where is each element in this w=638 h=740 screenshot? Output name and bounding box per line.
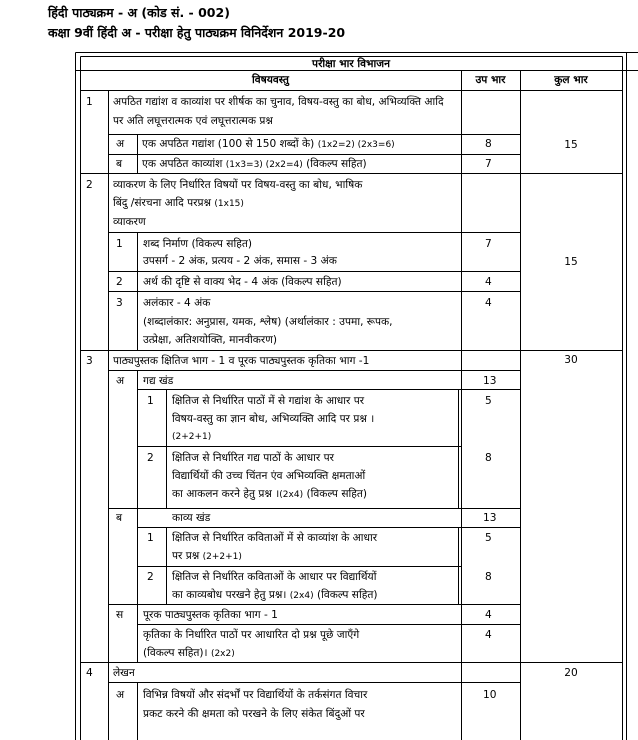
section-2-row2-text: अर्थ की दृष्टि से वाक्य भेद - 4 अंक (विकल्प सहित) bbox=[143, 276, 342, 288]
page-header-spec: कक्षा 9वीं हिंदी अ - परीक्षा हेतु पाठ्यक्रम विनिर्देशन 2019-20 bbox=[48, 25, 346, 40]
col-header-sub-weight: उप भार bbox=[475, 74, 506, 86]
section-1a-label: अ bbox=[116, 138, 125, 150]
section-3a-row2-number: 2 bbox=[147, 452, 154, 464]
section-2-row1-line1: शब्द निर्माण (विकल्प सहित) bbox=[143, 238, 252, 250]
section-2-row2-number: 2 bbox=[116, 276, 123, 288]
section-2-row1-line2: उपसर्ग - 2 अंक, प्रत्यय - 2 अंक, समास - 3 अंक bbox=[143, 255, 337, 267]
section-3b-row1-number: 1 bbox=[147, 532, 154, 544]
table-caption: परीक्षा भार विभाजन bbox=[312, 58, 390, 70]
section-3c-title: पूरक पाठ्यपुस्तक कृतिका भाग - 1 bbox=[143, 609, 278, 621]
section-3b-row1-line2: पर प्रश्न (2+2+1) bbox=[172, 550, 242, 562]
section-3b-row2-number: 2 bbox=[147, 571, 154, 583]
section-3-number: 3 bbox=[86, 355, 93, 367]
section-2-title-line1: व्याकरण के लिए निर्धारित विषयों पर विषय-वस्तु का बोध, भाषिक bbox=[113, 179, 363, 191]
section-1-number: 1 bbox=[86, 96, 93, 108]
section-3a-label: अ bbox=[116, 375, 125, 387]
section-2-row3-line2: (शब्दालंकार: अनुप्रास, यमक, श्लेष) (अर्थालंकार : उपमा, रूपक, bbox=[143, 316, 393, 328]
section-3a-row2-weight: 8 bbox=[485, 452, 492, 464]
section-3a-title: गद्य खंड bbox=[143, 375, 174, 387]
section-3b-weight: 13 bbox=[483, 512, 497, 524]
section-2-row2-weight: 4 bbox=[485, 276, 492, 288]
section-4a-weight: 10 bbox=[483, 689, 497, 701]
section-2-title-line2: बिंदु /संरचना आदि परप्रश्न (1x15) bbox=[113, 197, 244, 209]
section-3b-row1-weight: 5 bbox=[485, 532, 492, 544]
section-1b-weight: 7 bbox=[485, 158, 492, 170]
section-4a-label: अ bbox=[116, 689, 125, 701]
section-1a-weight: 8 bbox=[485, 138, 492, 150]
section-3-total: 30 bbox=[564, 354, 578, 366]
section-1b-text: एक अपठित काव्यांश (1x3=3) (2x2=4) (विकल्प सहित) bbox=[142, 158, 367, 170]
section-1-title: अपठित गद्यांश व काव्यांश पर शीर्षक का चुनाव, विषय-वस्तु का बोध, अभिव्यक्ति आदि पर अति लघूत्तरात्मक एवं लघूत्तरात्मक प्रश्न bbox=[113, 96, 444, 127]
section-2-number: 2 bbox=[86, 179, 93, 191]
section-2-row3-weight: 4 bbox=[485, 297, 492, 309]
section-3b-row1-line1: क्षितिज से निर्धारित कविताओं में से काव्यांश के आधार bbox=[172, 532, 378, 544]
section-3b-row2-line2: का काव्यबोध परखने हेतु प्रश्न। (2x4) (विकल्प सहित) bbox=[172, 589, 378, 601]
section-3a-row1-marks: (2+2+1) bbox=[172, 432, 212, 442]
section-3a-weight: 13 bbox=[483, 375, 497, 387]
col-header-subject: विषयवस्तु bbox=[252, 74, 289, 86]
section-3a-row1-line1: क्षितिज से निर्धारित पाठों में से गद्यांश के आधार पर bbox=[172, 395, 365, 407]
section-3b-label: ब bbox=[116, 512, 123, 524]
section-3a-row2-line3: का आकलन करने हेतु प्रश्न ।(2x4) (विकल्प सहित) bbox=[172, 488, 368, 500]
section-3a-row1-weight: 5 bbox=[485, 395, 492, 407]
section-2-total: 15 bbox=[564, 256, 578, 268]
section-1-total: 15 bbox=[564, 139, 578, 151]
section-1a-text: एक अपठित गद्यांश (100 से 150 शब्दों के) (1x2=2) (2x3=6) bbox=[142, 138, 395, 150]
section-3-title: पाठ्यपुस्तक क्षितिज भाग - 1 व पूरक पाठ्यपुस्तक कृतिका भाग -1 bbox=[113, 355, 370, 367]
section-3b-title: काव्य खंड bbox=[172, 512, 211, 524]
section-3a-row2-line2: विद्यार्थियों की उच्च चिंतन एंव अभिव्यक्ति क्षमताओं bbox=[172, 470, 366, 482]
section-3a-row2-line1: क्षितिज से निर्धारित गद्य पाठों के आधार पर bbox=[172, 452, 334, 464]
section-3c-weight: 4 bbox=[485, 609, 492, 621]
section-4a-line2: प्रकट करने की क्षमता को परखने के लिए संकेत बिंदुओं पर bbox=[143, 708, 365, 720]
section-1b-label: ब bbox=[116, 158, 123, 170]
section-4-title: लेखन bbox=[113, 667, 135, 679]
section-3c-label: स bbox=[116, 609, 124, 621]
section-2-row3-line3: उत्प्रेक्षा, अतिशयोक्ति, मानवीकरण) bbox=[143, 334, 277, 346]
section-3c-row1-weight: 4 bbox=[485, 629, 492, 641]
section-2-row3-line1: अलंकार - 4 अंक bbox=[143, 297, 211, 309]
section-2-row1-weight: 7 bbox=[485, 238, 492, 250]
section-4-total: 20 bbox=[564, 667, 578, 679]
section-2-label: व्याकरण bbox=[113, 216, 146, 228]
section-2-row1-number: 1 bbox=[116, 238, 123, 250]
section-3a-row1-line2: विषय-वस्तु का ज्ञान बोध, अभिव्यक्ति आदि पर प्रश्न । bbox=[172, 413, 375, 425]
section-3c-row1-line2: (विकल्प सहित)। (2x2) bbox=[143, 647, 235, 659]
section-3a-row1-number: 1 bbox=[147, 395, 154, 407]
section-4-number: 4 bbox=[86, 667, 93, 679]
section-2-row3-number: 3 bbox=[116, 297, 123, 309]
section-3c-row1-line1: कृतिका के निर्धारित पाठों पर आधारित दो प्रश्न पूछे जाएँगे bbox=[143, 629, 360, 641]
section-4a-line1: विभिन्न विषयों और संदर्भों पर विद्यार्थियों के तर्कसंगत विचार bbox=[143, 689, 368, 701]
section-3b-row2-weight: 8 bbox=[485, 571, 492, 583]
section-3b-row2-line1: क्षितिज से निर्धारित कविताओं के आधार पर विद्यार्थियों bbox=[172, 571, 377, 583]
page-header-course: हिंदी पाठ्यक्रम - अ (कोड सं. - 002) bbox=[48, 5, 230, 20]
col-header-total-weight: कुल भार bbox=[554, 74, 588, 86]
